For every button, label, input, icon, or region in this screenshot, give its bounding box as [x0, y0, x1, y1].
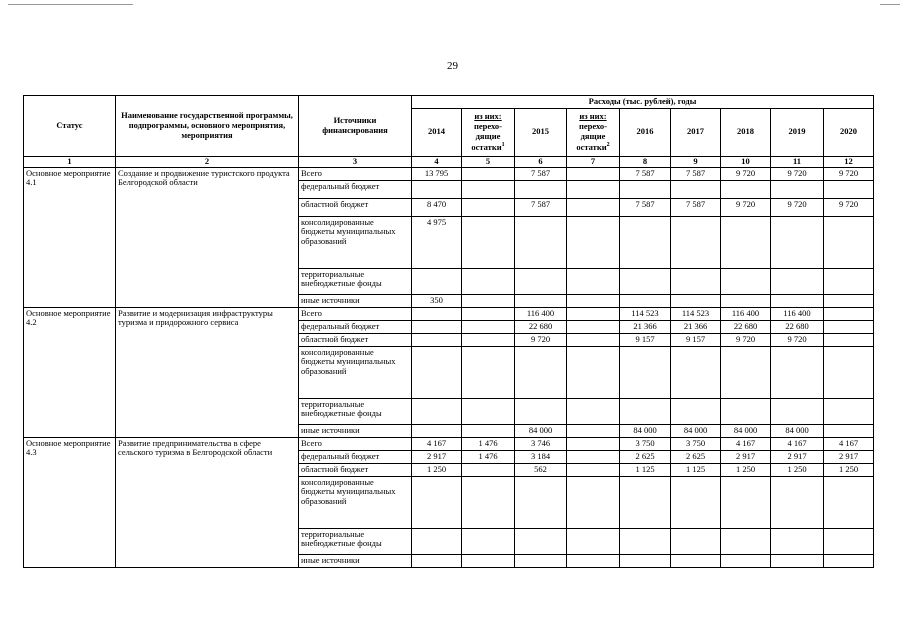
header-status: Статус — [24, 96, 116, 157]
value-cell — [824, 554, 874, 567]
value-cell: 1 476 — [462, 450, 515, 463]
source-cell: консолидированные бюджеты муниципальных образований — [299, 216, 412, 268]
value-cell — [721, 398, 771, 424]
value-cell — [771, 528, 824, 554]
value-cell — [567, 333, 620, 346]
value-cell — [515, 554, 567, 567]
value-cell — [567, 424, 620, 437]
value-cell — [671, 294, 721, 307]
value-cell — [620, 294, 671, 307]
value-cell — [462, 180, 515, 198]
source-cell: территориальные внебюджетные фонды — [299, 268, 412, 294]
value-cell: 8 470 — [412, 198, 462, 216]
value-cell — [412, 333, 462, 346]
value-cell — [771, 398, 824, 424]
value-cell — [412, 320, 462, 333]
value-cell — [721, 268, 771, 294]
value-cell: 2 917 — [824, 450, 874, 463]
value-cell — [721, 346, 771, 398]
value-cell: 1 125 — [620, 463, 671, 476]
value-cell — [721, 294, 771, 307]
value-cell — [462, 398, 515, 424]
header-2016: 2016 — [620, 108, 671, 156]
value-cell — [620, 528, 671, 554]
col-number: 10 — [721, 156, 771, 167]
value-cell: 9 720 — [824, 198, 874, 216]
expenses-table — [23, 95, 874, 568]
value-cell — [567, 437, 620, 450]
value-cell — [567, 167, 620, 180]
source-cell: консолидированные бюджеты муниципальных образований — [299, 346, 412, 398]
value-cell — [771, 180, 824, 198]
value-cell — [671, 528, 721, 554]
value-cell: 22 680 — [515, 320, 567, 333]
value-cell — [462, 476, 515, 528]
carry2-line-d: остатки — [576, 141, 607, 152]
value-cell — [567, 294, 620, 307]
carry1-footnote: 1 — [501, 141, 505, 148]
value-cell: 2 625 — [620, 450, 671, 463]
value-cell — [515, 398, 567, 424]
value-cell: 1 250 — [771, 463, 824, 476]
value-cell — [462, 320, 515, 333]
value-cell — [567, 307, 620, 320]
source-cell: областной бюджет — [299, 463, 412, 476]
table-row — [24, 437, 874, 450]
value-cell — [671, 216, 721, 268]
carry1-line-d: остатки — [471, 141, 502, 152]
value-cell: 84 000 — [620, 424, 671, 437]
value-cell — [671, 398, 721, 424]
table-row — [24, 167, 874, 180]
measure-name-cell: Создание и продвижение туристского продукта Белгородской области — [116, 167, 299, 307]
value-cell: 84 000 — [771, 424, 824, 437]
header-carry-1 — [462, 108, 515, 156]
value-cell: 116 400 — [515, 307, 567, 320]
value-cell — [567, 554, 620, 567]
value-cell — [567, 216, 620, 268]
value-cell — [824, 528, 874, 554]
value-cell: 4 167 — [824, 437, 874, 450]
value-cell: 116 400 — [771, 307, 824, 320]
value-cell — [462, 554, 515, 567]
value-cell — [567, 463, 620, 476]
value-cell — [620, 476, 671, 528]
value-cell: 9 720 — [721, 333, 771, 346]
value-cell — [462, 198, 515, 216]
value-cell — [462, 216, 515, 268]
value-cell — [771, 554, 824, 567]
value-cell: 84 000 — [721, 424, 771, 437]
value-cell — [462, 268, 515, 294]
value-cell: 4 167 — [412, 437, 462, 450]
value-cell: 114 523 — [620, 307, 671, 320]
value-cell: 4 975 — [412, 216, 462, 268]
value-cell: 9 720 — [721, 198, 771, 216]
value-cell: 21 366 — [671, 320, 721, 333]
table-row — [24, 307, 874, 320]
page-number: 29 — [447, 60, 458, 72]
value-cell — [771, 346, 824, 398]
top-rule-right — [880, 4, 900, 5]
value-cell: 4 167 — [721, 437, 771, 450]
value-cell: 350 — [412, 294, 462, 307]
value-cell — [462, 528, 515, 554]
source-cell: федеральный бюджет — [299, 180, 412, 198]
source-cell: Всего — [299, 167, 412, 180]
value-cell: 3 746 — [515, 437, 567, 450]
value-cell — [412, 424, 462, 437]
value-cell — [824, 333, 874, 346]
col-number: 9 — [671, 156, 721, 167]
col-number: 12 — [824, 156, 874, 167]
status-cell: Основное мероприятие 4.2 — [24, 307, 116, 437]
header-program-name: Наименование государственной программы, подпрограммы, основного мероприятия, мероприятия — [116, 96, 299, 157]
source-cell: иные источники — [299, 424, 412, 437]
value-cell — [567, 320, 620, 333]
value-cell — [771, 268, 824, 294]
value-cell: 114 523 — [671, 307, 721, 320]
value-cell — [515, 216, 567, 268]
value-cell: 9 720 — [771, 198, 824, 216]
value-cell — [412, 268, 462, 294]
header-expenses: Расходы (тыс. рублей), годы — [412, 96, 874, 109]
value-cell — [515, 346, 567, 398]
value-cell — [462, 333, 515, 346]
value-cell: 7 587 — [620, 167, 671, 180]
source-cell: федеральный бюджет — [299, 450, 412, 463]
value-cell — [771, 216, 824, 268]
value-cell: 3 184 — [515, 450, 567, 463]
table-body — [24, 167, 874, 567]
value-cell: 1 250 — [824, 463, 874, 476]
header-sources: Источники финансирования — [299, 96, 412, 157]
value-cell — [771, 294, 824, 307]
value-cell: 1 125 — [671, 463, 721, 476]
value-cell — [620, 268, 671, 294]
header-2019: 2019 — [771, 108, 824, 156]
value-cell — [462, 167, 515, 180]
col-number: 8 — [620, 156, 671, 167]
value-cell: 7 587 — [620, 198, 671, 216]
col-number: 1 — [24, 156, 116, 167]
header-2015: 2015 — [515, 108, 567, 156]
value-cell: 13 795 — [412, 167, 462, 180]
value-cell: 2 625 — [671, 450, 721, 463]
col-number: 4 — [412, 156, 462, 167]
value-cell — [515, 180, 567, 198]
value-cell: 2 917 — [771, 450, 824, 463]
value-cell — [412, 346, 462, 398]
value-cell — [462, 424, 515, 437]
value-cell — [462, 463, 515, 476]
value-cell: 21 366 — [620, 320, 671, 333]
value-cell: 1 476 — [462, 437, 515, 450]
value-cell — [462, 294, 515, 307]
value-cell: 4 167 — [771, 437, 824, 450]
col-number: 11 — [771, 156, 824, 167]
value-cell: 3 750 — [671, 437, 721, 450]
top-rule-left — [8, 4, 133, 5]
value-cell: 22 680 — [771, 320, 824, 333]
header-2017: 2017 — [671, 108, 721, 156]
value-cell — [824, 320, 874, 333]
value-cell — [567, 346, 620, 398]
value-cell — [412, 180, 462, 198]
value-cell — [412, 398, 462, 424]
value-cell — [671, 346, 721, 398]
carry2-footnote: 2 — [606, 141, 610, 148]
value-cell — [412, 307, 462, 320]
value-cell — [824, 294, 874, 307]
value-cell — [671, 180, 721, 198]
col-number: 6 — [515, 156, 567, 167]
status-cell: Основное мероприятие 4.3 — [24, 437, 116, 567]
value-cell: 7 587 — [671, 198, 721, 216]
value-cell — [824, 268, 874, 294]
source-cell: территориальные внебюджетные фонды — [299, 528, 412, 554]
value-cell — [721, 180, 771, 198]
value-cell: 9 157 — [671, 333, 721, 346]
value-cell — [824, 398, 874, 424]
value-cell — [824, 424, 874, 437]
source-cell: иные источники — [299, 554, 412, 567]
value-cell: 562 — [515, 463, 567, 476]
carry2-line-a: из них: — [579, 111, 607, 122]
value-cell — [567, 476, 620, 528]
source-cell: иные источники — [299, 294, 412, 307]
column-number-row — [24, 156, 874, 167]
value-cell — [412, 476, 462, 528]
value-cell — [824, 180, 874, 198]
carry1-line-c: дящие — [475, 130, 501, 141]
source-cell: территориальные внебюджетные фонды — [299, 398, 412, 424]
source-cell: Всего — [299, 437, 412, 450]
value-cell: 9 720 — [515, 333, 567, 346]
value-cell: 2 917 — [721, 450, 771, 463]
header-2018: 2018 — [721, 108, 771, 156]
value-cell — [824, 476, 874, 528]
value-cell — [567, 450, 620, 463]
value-cell — [515, 528, 567, 554]
col-number: 5 — [462, 156, 515, 167]
value-cell — [771, 476, 824, 528]
value-cell: 9 720 — [824, 167, 874, 180]
value-cell — [412, 554, 462, 567]
value-cell — [620, 216, 671, 268]
carry1-line-a: из них: — [474, 111, 502, 122]
value-cell — [567, 180, 620, 198]
value-cell — [462, 346, 515, 398]
source-cell: Всего — [299, 307, 412, 320]
carry1-line-b: перехо- — [473, 121, 502, 132]
value-cell — [567, 528, 620, 554]
value-cell — [515, 268, 567, 294]
value-cell — [721, 554, 771, 567]
value-cell: 9 720 — [721, 167, 771, 180]
col-number: 7 — [567, 156, 620, 167]
value-cell — [515, 294, 567, 307]
value-cell — [462, 307, 515, 320]
carry2-line-c: дящие — [580, 130, 606, 141]
value-cell — [721, 216, 771, 268]
value-cell — [824, 307, 874, 320]
value-cell — [824, 346, 874, 398]
value-cell — [567, 268, 620, 294]
header-carry-2 — [567, 108, 620, 156]
value-cell — [412, 528, 462, 554]
value-cell — [671, 268, 721, 294]
value-cell: 9 720 — [771, 167, 824, 180]
value-cell — [721, 528, 771, 554]
value-cell — [671, 554, 721, 567]
header-2014: 2014 — [412, 108, 462, 156]
value-cell: 1 250 — [721, 463, 771, 476]
measure-name-cell: Развитие и модернизация инфраструктуры туризма и придорожного сервиса — [116, 307, 299, 437]
value-cell — [620, 180, 671, 198]
value-cell: 9 720 — [771, 333, 824, 346]
col-number: 3 — [299, 156, 412, 167]
value-cell: 7 587 — [515, 198, 567, 216]
value-cell: 3 750 — [620, 437, 671, 450]
value-cell — [567, 398, 620, 424]
value-cell — [671, 476, 721, 528]
source-cell: консолидированные бюджеты муниципальных образований — [299, 476, 412, 528]
value-cell: 7 587 — [671, 167, 721, 180]
value-cell: 2 917 — [412, 450, 462, 463]
value-cell: 9 157 — [620, 333, 671, 346]
value-cell: 22 680 — [721, 320, 771, 333]
measure-name-cell: Развитие предпринимательства в сфере сельского туризма в Белгородской области — [116, 437, 299, 567]
value-cell: 84 000 — [671, 424, 721, 437]
header-2020: 2020 — [824, 108, 874, 156]
value-cell — [721, 476, 771, 528]
value-cell — [620, 398, 671, 424]
value-cell — [567, 198, 620, 216]
value-cell: 84 000 — [515, 424, 567, 437]
value-cell — [824, 216, 874, 268]
value-cell: 116 400 — [721, 307, 771, 320]
source-cell: областной бюджет — [299, 198, 412, 216]
value-cell — [620, 554, 671, 567]
carry2-line-b: перехо- — [578, 121, 607, 132]
value-cell: 1 250 — [412, 463, 462, 476]
value-cell — [620, 346, 671, 398]
status-cell: Основное мероприятие 4.1 — [24, 167, 116, 307]
source-cell: федеральный бюджет — [299, 320, 412, 333]
source-cell: областной бюджет — [299, 333, 412, 346]
col-number: 2 — [116, 156, 299, 167]
value-cell: 7 587 — [515, 167, 567, 180]
value-cell — [515, 476, 567, 528]
